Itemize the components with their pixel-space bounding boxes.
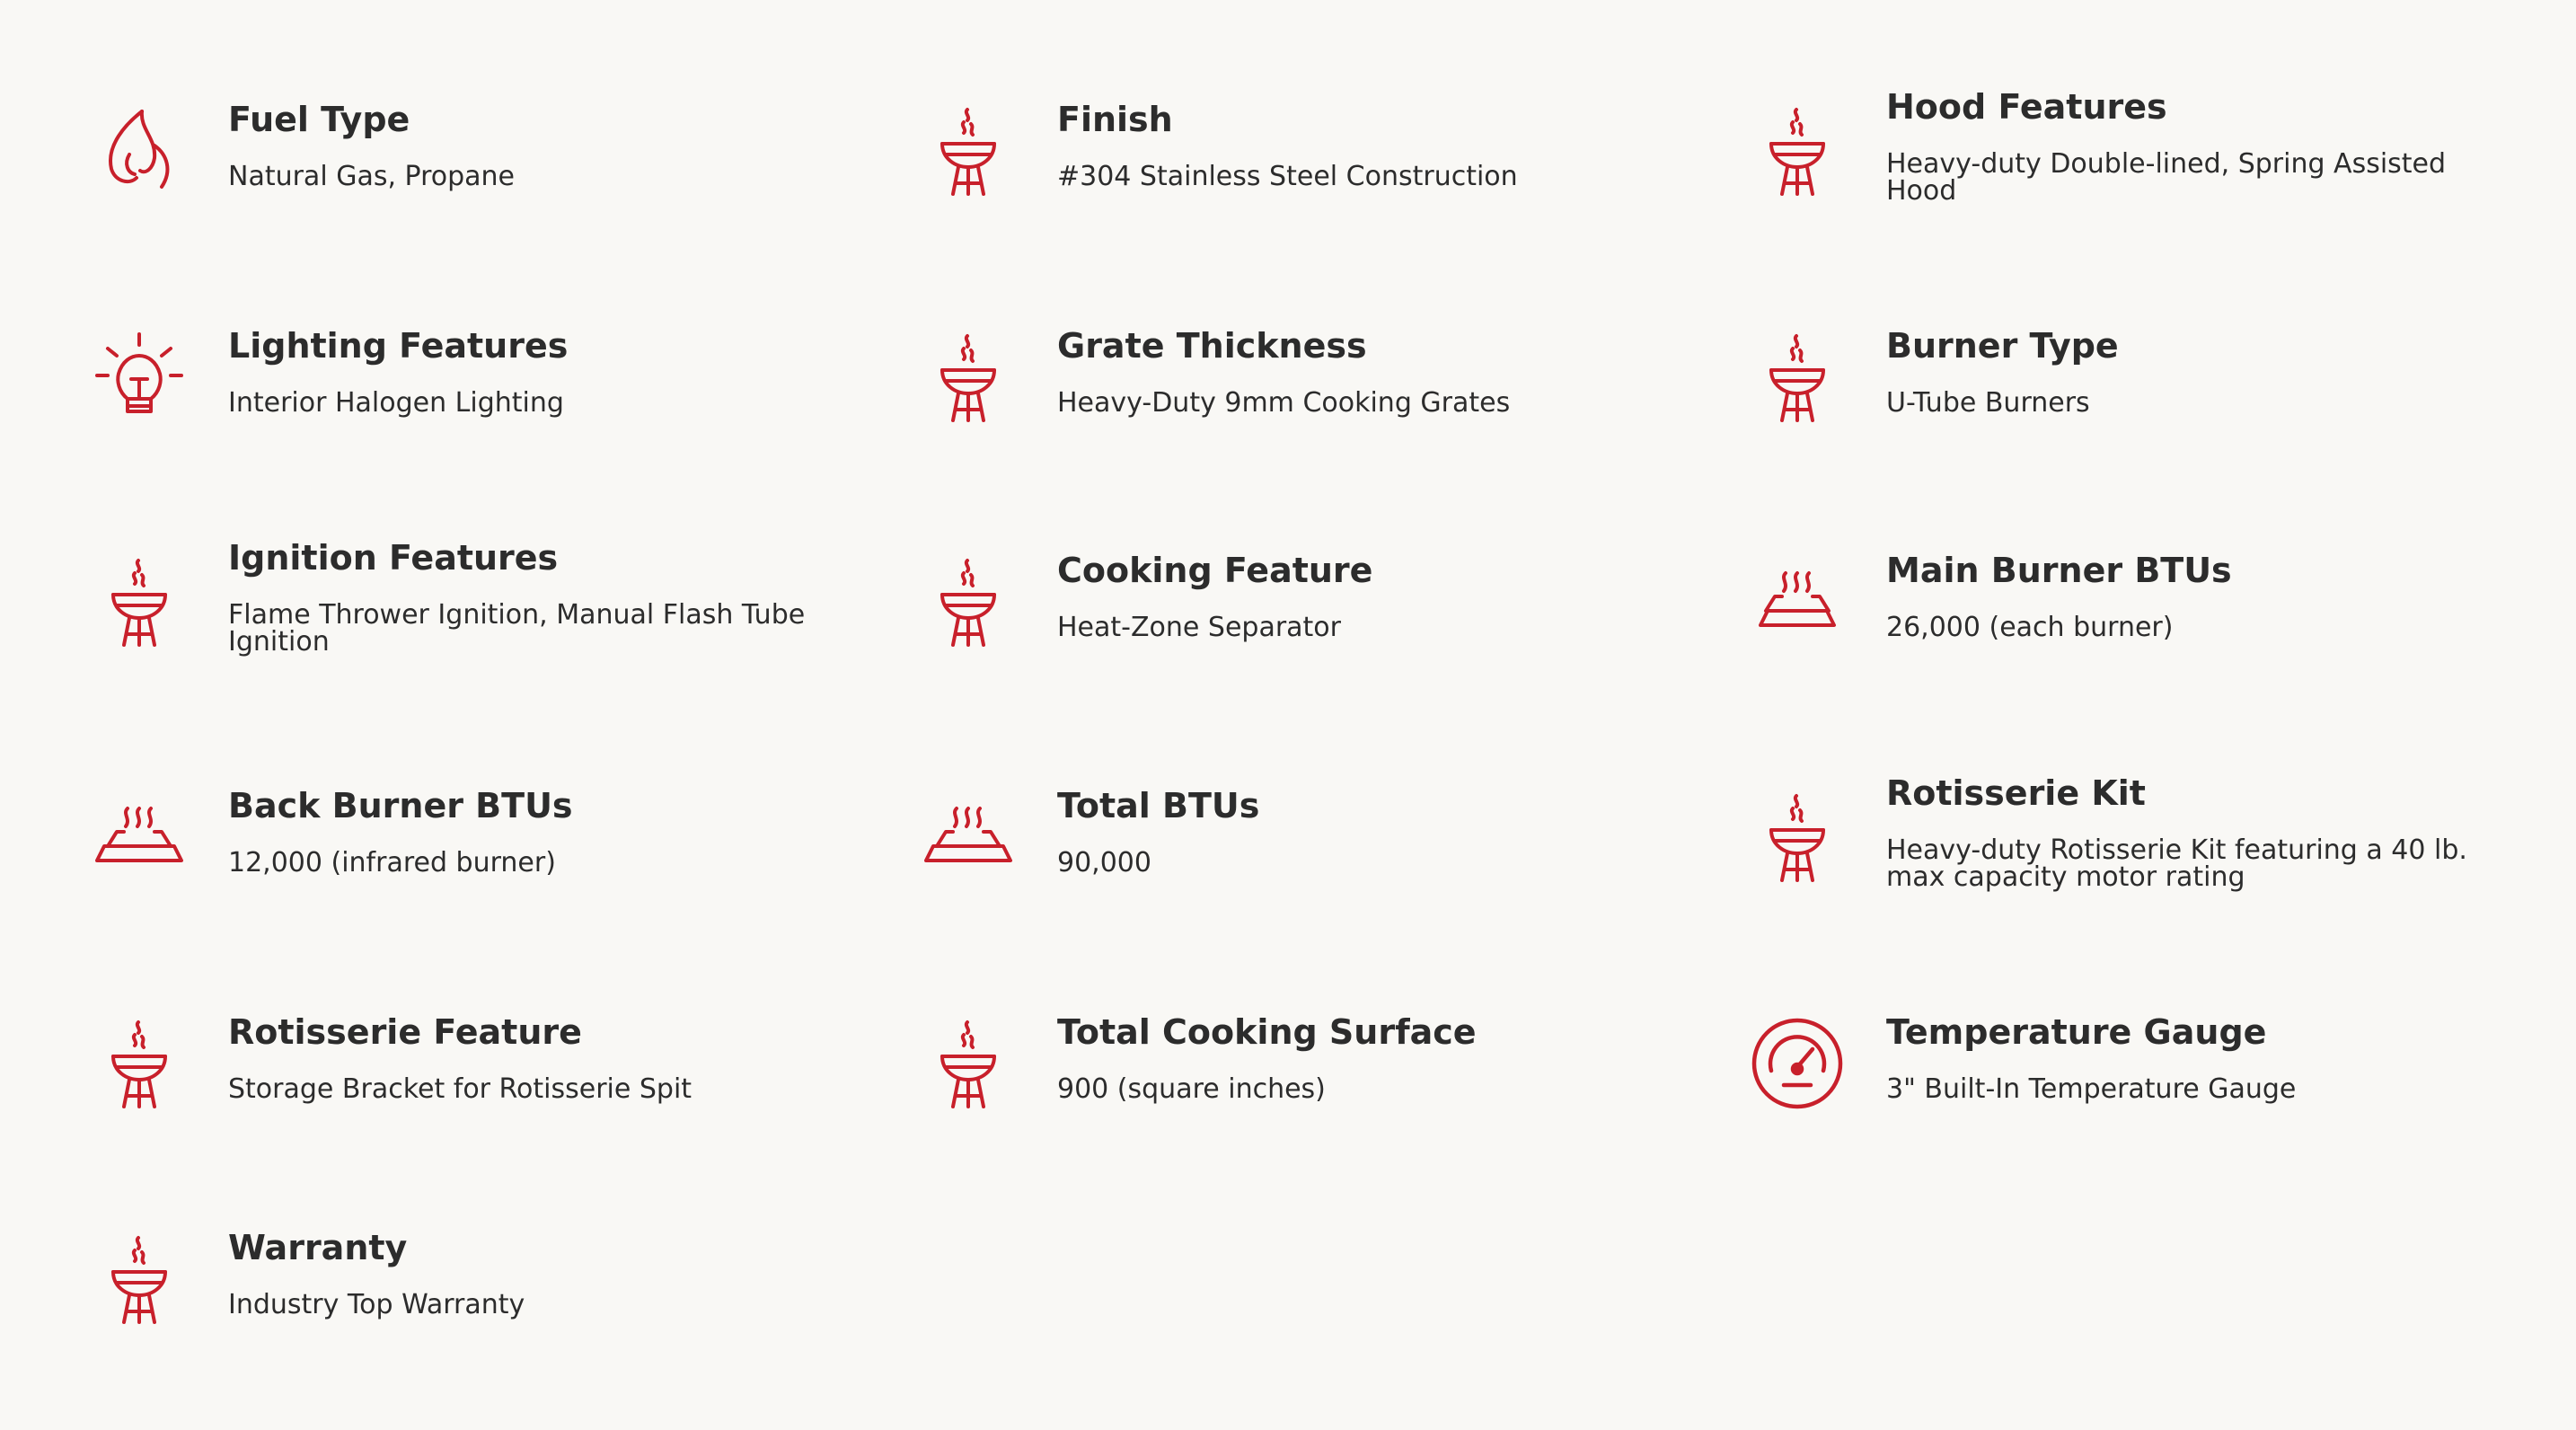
spec-value: Heavy-duty Double-lined, Spring Assisted Hood xyxy=(1886,148,2447,207)
grill-icon xyxy=(90,1011,189,1110)
spec-title: Main Burner BTUs xyxy=(1886,551,2232,590)
spec-value: #304 Stainless Steel Construction xyxy=(1057,161,1518,192)
spec-value: U-Tube Burners xyxy=(1886,387,2090,419)
spec-title: Rotisserie Feature xyxy=(228,1012,582,1052)
grill-icon xyxy=(1748,325,1847,424)
spec-title: Warranty xyxy=(228,1228,408,1267)
spec-title: Total BTUs xyxy=(1057,786,1260,825)
spec-value: Natural Gas, Propane xyxy=(228,161,516,192)
spec-value: Interior Halogen Lighting xyxy=(228,387,564,419)
spec-value: Flame Thrower Ignition, Manual Flash Tube Ignition xyxy=(228,599,806,658)
spec-title: Rotisserie Kit xyxy=(1886,773,2146,813)
spec-title: Fuel Type xyxy=(228,100,410,139)
heat-burner-icon xyxy=(90,785,189,884)
grill-icon xyxy=(919,99,1018,198)
spec-title: Grate Thickness xyxy=(1057,326,1367,366)
grill-icon xyxy=(919,550,1018,649)
spec-value: 90,000 xyxy=(1057,847,1151,878)
flame-icon xyxy=(90,99,189,198)
spec-value: Storage Bracket for Rotisserie Spit xyxy=(228,1073,693,1105)
grill-icon xyxy=(1748,99,1847,198)
spec-value: 26,000 (each burner) xyxy=(1886,612,2174,643)
spec-value: Heat-Zone Separator xyxy=(1057,612,1341,643)
spec-value: 3" Built-In Temperature Gauge xyxy=(1886,1073,2297,1105)
grill-icon xyxy=(919,1011,1018,1110)
gauge-icon xyxy=(1748,1011,1847,1110)
spec-value: Heavy-duty Rotisserie Kit featuring a 40 lb. max capacity motor rating xyxy=(1886,834,2467,893)
grill-icon xyxy=(919,325,1018,424)
spec-value: 900 (square inches) xyxy=(1057,1073,1326,1105)
heat-burner-icon xyxy=(919,785,1018,884)
heat-burner-icon xyxy=(1748,550,1847,649)
spec-title: Lighting Features xyxy=(228,326,569,366)
spec-title: Ignition Features xyxy=(228,538,559,578)
spec-value: Heavy-Duty 9mm Cooking Grates xyxy=(1057,387,1511,419)
grill-icon xyxy=(1748,785,1847,884)
spec-title: Total Cooking Surface xyxy=(1057,1012,1477,1052)
spec-title: Burner Type xyxy=(1886,326,2119,366)
spec-value: Industry Top Warranty xyxy=(228,1289,525,1320)
spec-title: Hood Features xyxy=(1886,87,2167,127)
spec-title: Cooking Feature xyxy=(1057,551,1373,590)
spec-title: Finish xyxy=(1057,100,1173,139)
lightbulb-icon xyxy=(90,325,189,424)
spec-value: 12,000 (infrared burner) xyxy=(228,847,556,878)
grill-icon xyxy=(90,550,189,649)
spec-title: Temperature Gauge xyxy=(1886,1012,2267,1052)
grill-icon xyxy=(90,1227,189,1326)
spec-title: Back Burner BTUs xyxy=(228,786,573,825)
